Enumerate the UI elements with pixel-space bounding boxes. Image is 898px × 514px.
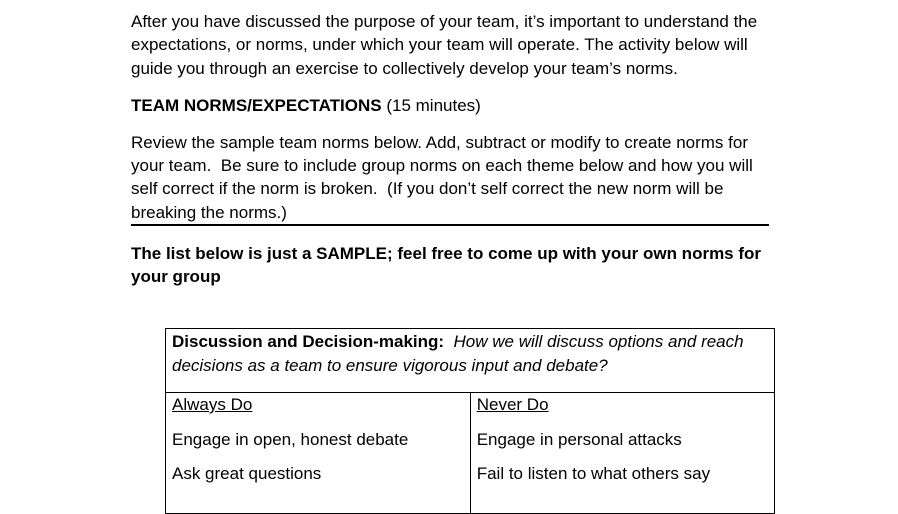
always-do-item: Ask great questions	[172, 464, 322, 483]
intro-paragraph: After you have discussed the purpose of your team, it’s important to understand the expectations, or norms, under which your team will operate. The activity below will guide you through an exercise to collectively develop your team’s norms.	[131, 12, 762, 78]
section-heading-line	[131, 94, 781, 117]
theme-name: Discussion and Decision-making:	[172, 332, 445, 351]
always-do-item: Engage in open, honest debate	[172, 429, 409, 449]
theme-description: How we will discuss options and reach decisions as a team to ensure vigorous input and debate?	[172, 332, 744, 375]
norms-table	[165, 328, 775, 514]
never-do-item: Engage in personal attacks	[476, 429, 682, 449]
instructions-paragraph: Review the sample team norms below. Add, subtract or modify to create norms for your team. Be sure to include group norms on each theme below and how you will self correct if the norm is broken. (If you don’t self correct the new norm will be breaking the norms.)	[131, 131, 769, 226]
section-heading: TEAM NORMS/EXPECTATIONS	[131, 95, 382, 115]
always-do-cell	[166, 393, 471, 514]
never-do-item: Fail to listen to what others say	[476, 464, 711, 483]
always-do-header: Always Do	[172, 395, 253, 414]
theme-row	[166, 329, 775, 393]
theme-cell	[166, 329, 775, 393]
document-page	[131, 10, 781, 288]
sample-note: The list below is just a SAMPLE; feel free to come up with your own norms for your group	[131, 244, 762, 287]
never-do-cell	[470, 393, 774, 514]
section-duration: (15 minutes)	[381, 95, 481, 115]
norms-row	[166, 393, 775, 514]
never-do-header: Never Do	[476, 395, 549, 414]
